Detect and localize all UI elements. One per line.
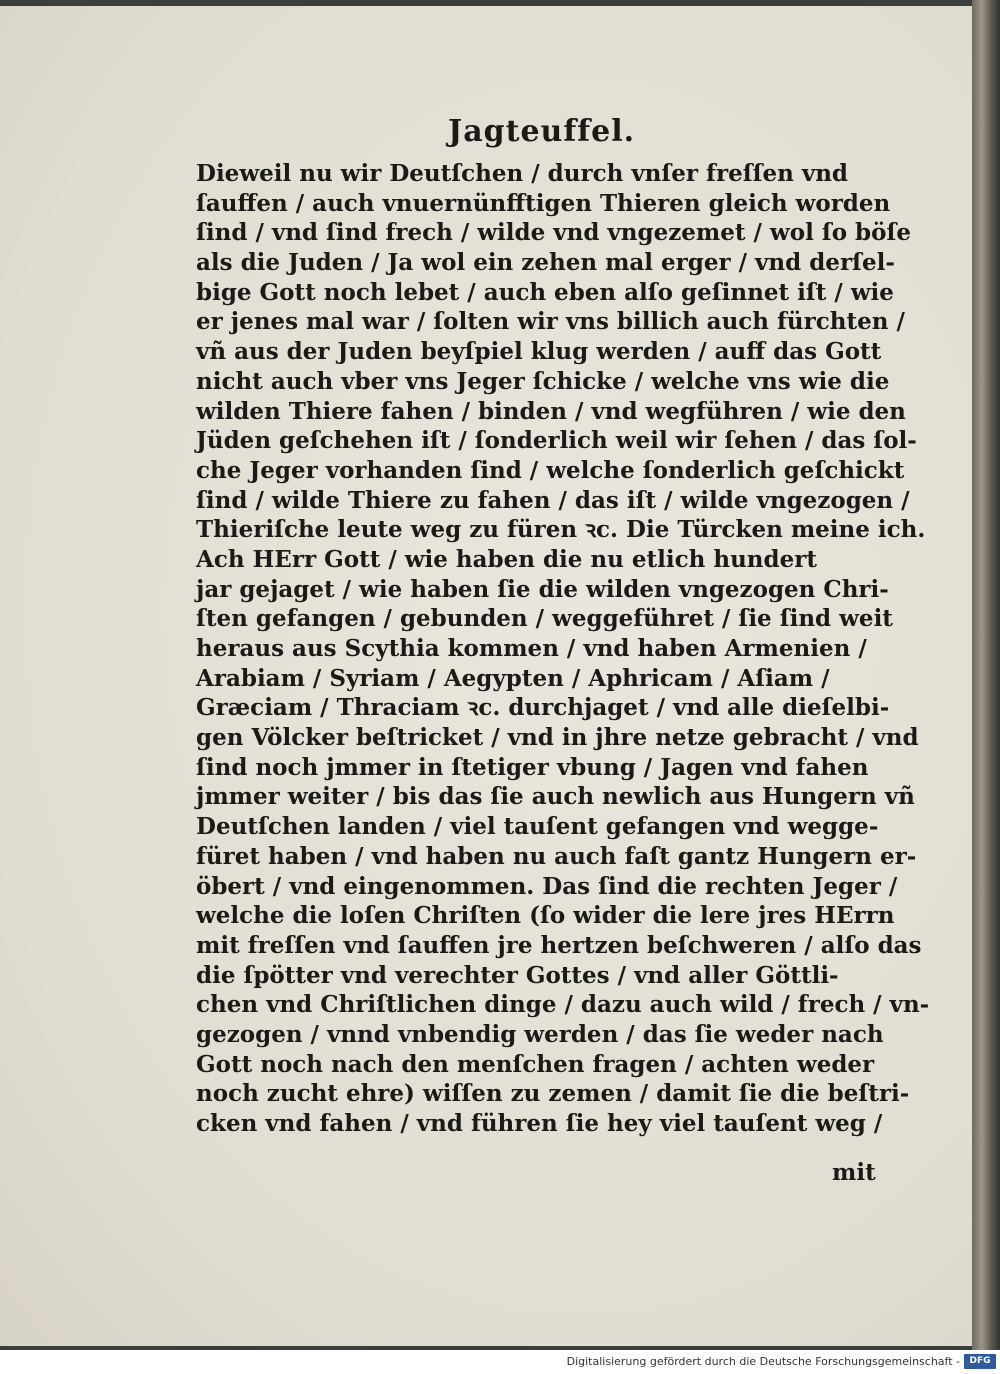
text-line: vñ aus der Juden beyſpiel klug werden / auff das Gott: [196, 338, 882, 366]
text-line: cken vnd fahen / vnd führen ſie hey viel tauſent weg /: [196, 1110, 883, 1137]
text-line: er jenes mal war / ſolten wir vns billich auch fürchten /: [196, 308, 905, 336]
text-line: ſind / vnd ſind frech / wilde vnd vngezemet / wol ſo böſe: [196, 219, 912, 247]
text-line: ſind noch jmmer in ſtetiger vbung / Jagen vnd fahen: [196, 753, 869, 781]
text-line: füret haben / vnd haben nu auch faſt gantz Hungern er-: [196, 842, 917, 870]
text-line: die ſpötter vnd verechter Gottes / vnd aller Göttli-: [196, 961, 839, 989]
text-line: Thieriſche leute weg zu füren ꝛc. Die Türcken meine ich.: [196, 516, 926, 544]
text-line: bige Gott noch lebet / auch eben alſo geſinnet iſt / wie: [196, 278, 894, 306]
book-gutter: [972, 0, 1000, 1350]
text-line: chen vnd Chriſtlichen dinge / dazu auch wild / frech / vn-: [196, 991, 930, 1019]
text-line: Arabiam / Syriam / Aegypten / Aphricam / Aſiam /: [196, 664, 830, 692]
text-line: Gott noch nach den menſchen fragen / achten weder: [196, 1050, 875, 1078]
footer-credit: Digitalisierung gefördert durch die Deutsche Forschungsgemeinschaft -: [566, 1355, 960, 1368]
dfg-logo-icon: DFG: [964, 1354, 996, 1369]
text-line: Deutſchen landen / viel tauſent gefangen vnd wegge-: [196, 813, 879, 841]
text-line: nicht auch vber vns Jeger ſchicke / welche vns wie die: [196, 367, 890, 395]
text-line: ſind / wilde Thiere zu fahen / das iſt / wilde vngezogen /: [196, 486, 910, 514]
text-line: Græciam / Thraciam ꝛc. durchjaget / vnd alle dieſelbi-: [196, 694, 890, 722]
footer-bar: [0, 1350, 1000, 1374]
text-line: ſten gefangen / gebunden / weggeführet / ſie ſind weit: [196, 605, 893, 633]
text-line: che Jeger vorhanden ſind / welche ſonderlich geſchickt: [196, 456, 905, 484]
paper-page: [0, 6, 972, 1346]
text-line: heraus aus Scythia kommen / vnd haben Armenien /: [196, 635, 867, 662]
text-line: gezogen / vnnd vnbendig werden / das ſie weder nach: [196, 1020, 884, 1048]
text-line: noch zucht ehre) wiſſen zu zemen / damit ſie die beſtri-: [196, 1080, 910, 1108]
text-line: mit freſſen vnd ſauffen jre hertzen beſchweren / alſo das: [196, 931, 922, 959]
body-text: [196, 159, 930, 1139]
text-line: Ach HErr Gott / wie haben die nu etlich hundert: [196, 545, 817, 573]
text-line: als die Juden / Ja wol ein zehen mal erger / vnd derſel-: [196, 249, 895, 277]
text-line: wilden Thiere fahen / binden / vnd wegführen / wie den: [196, 397, 906, 425]
text-line: Jüden geſchehen iſt / ſonderlich weil wir ſehen / das ſol-: [196, 427, 917, 455]
text-line: öbert / vnd eingenommen. Das ſind die rechten Jeger /: [196, 872, 898, 900]
running-head: Jagteuffel.: [448, 114, 636, 149]
text-line: Dieweil nu wir Deutſchen / durch vnſer freſſen vnd: [196, 160, 849, 187]
text-line: gen Völcker beſtricket / vnd in jhre netze gebracht / vnd: [196, 724, 919, 752]
text-line: ſauffen / auch vnuernünfftigen Thieren gleich worden: [196, 189, 891, 217]
catchword: mit: [832, 1159, 876, 1186]
text-line: jmmer weiter / bis das ſie auch newlich aus Hungern vñ: [196, 783, 915, 811]
text-line: jar gejaget / wie haben ſie die wilden vngezogen Chri-: [196, 575, 889, 603]
text-line: welche die loſen Chriſten (ſo wider die lere jres HErrn: [196, 902, 895, 930]
